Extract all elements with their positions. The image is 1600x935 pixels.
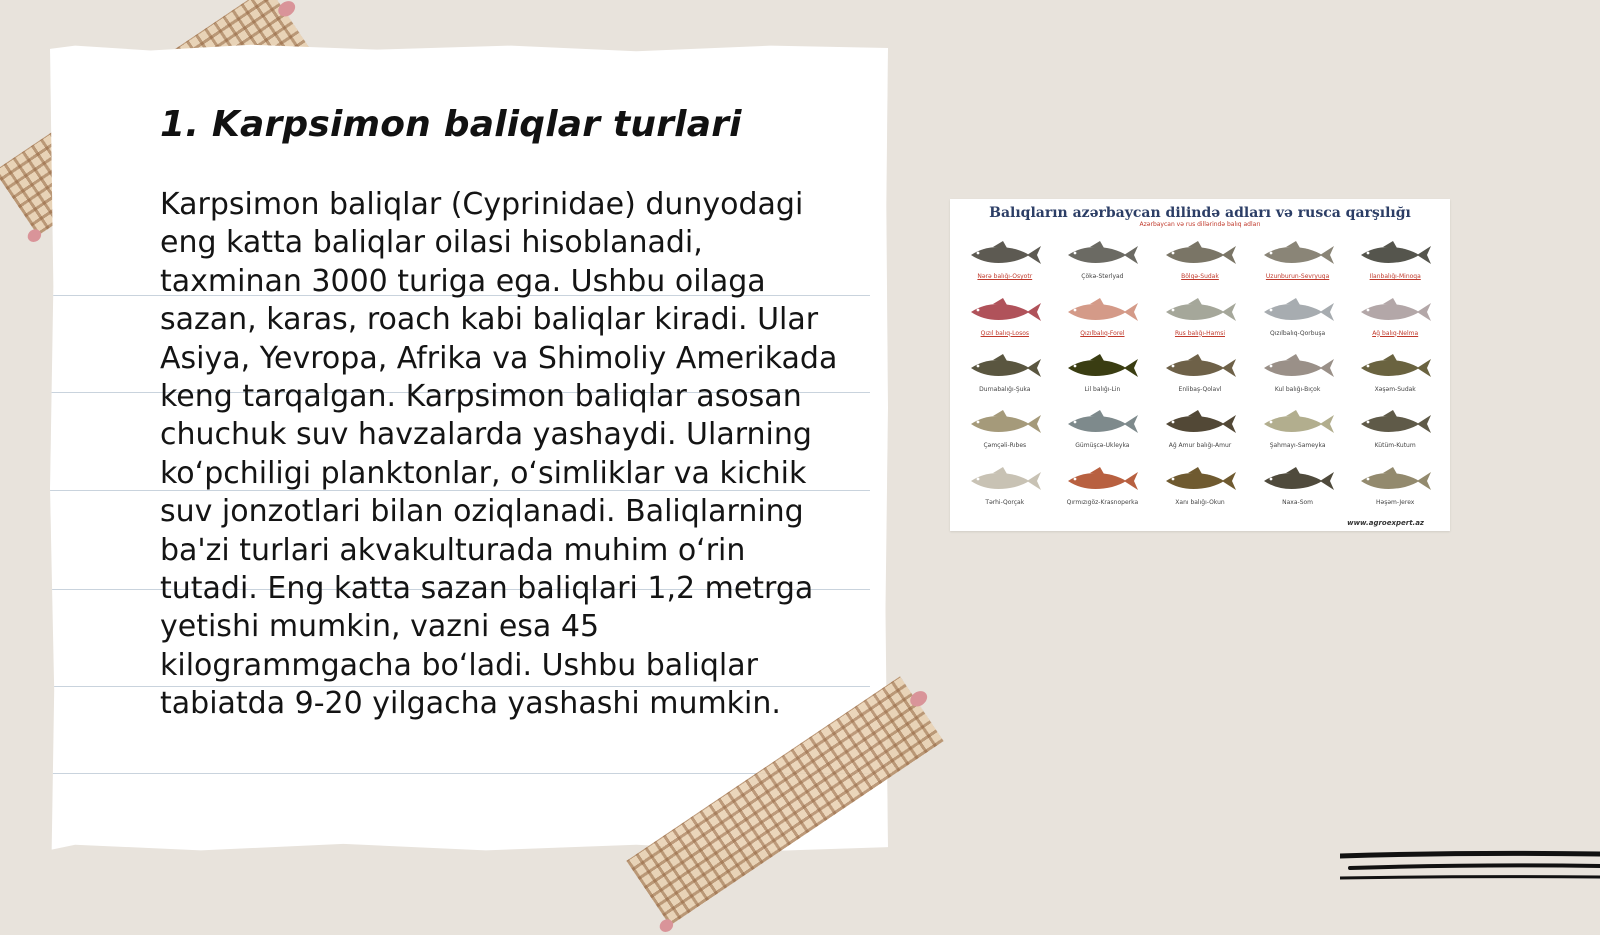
fish-icon — [1355, 351, 1435, 385]
fish-label: Kütüm-Kutum — [1374, 442, 1416, 450]
fish-icon — [965, 238, 1045, 272]
fish-label: Qırmızıgöz-Krasnoperka — [1066, 498, 1139, 506]
fish-image-title: Balıqların azərbaycan dilində adları və rusca qarşılığı — [989, 205, 1411, 221]
fish-item — [1346, 457, 1444, 513]
fish-label: Ağ Amur balığı-Amur — [1168, 442, 1232, 450]
fish-icon — [965, 464, 1045, 498]
fish-image-subtitle: Azərbaycan və rus dillərində balıq adları — [1139, 221, 1261, 228]
fish-label: Durnabalığı-Şuka — [979, 385, 1031, 393]
fish-icon — [1062, 238, 1142, 272]
fish-item — [1054, 400, 1152, 456]
fish-icon — [1160, 238, 1240, 272]
slide-body-text: Karpsimon baliqlar (Cyprinidae) dunyodagi eng katta baliqlar oilasi hisoblanadi, taxminan 3000 turiga ega. Ushbu oilaga sazan, karas, roach kabi baliqlar kiradi. Ular Asiya, Yevropa, Afrika va Shimoliy Amerikada keng tarqalgan. Karpsimon baliqlar asosan chuchuk suv havzalarda yashaydi. Ularning koʻpchiligi planktonlar, oʻsimliklar va kichik suv jonzotlari bilan oziqlanadi. Baliqlarning ba'zi turlari akvakulturada muhim oʻrin tutadi. Eng katta sazan baliqlari 1,2 metrga yetishi mumkin, vazni esa 45 kilogrammgacha boʻladi. Ushbu baliqlar tabiatda 9-20 yilgacha yashashi mumkin. — [160, 187, 838, 722]
fish-label: Çəmçəli-Rıbes — [983, 442, 1027, 450]
fish-item — [1346, 231, 1444, 287]
fish-label: Bölgə-Sudak — [1181, 273, 1219, 281]
fish-label: Nərə balığı-Osyotr — [977, 273, 1033, 281]
fish-label: Ilanbalığı-Minoqa — [1369, 273, 1421, 281]
fish-label: Çökə-Sterlyad — [1081, 273, 1124, 281]
fish-item — [1249, 457, 1347, 513]
fish-icon — [1258, 351, 1338, 385]
fish-icon — [1355, 464, 1435, 498]
fish-item — [1249, 400, 1347, 456]
fish-item — [956, 287, 1054, 343]
fish-label: Tərhi-Qorçak — [985, 498, 1025, 506]
decorative-brush-lines — [1340, 846, 1600, 890]
fish-image-site: www.agroexpert.az — [1347, 519, 1424, 527]
fish-icon — [1355, 295, 1435, 329]
fish-icon — [1258, 295, 1338, 329]
fish-grid — [956, 231, 1444, 513]
fish-item — [956, 344, 1054, 400]
fish-item — [1054, 231, 1152, 287]
fish-label: Enlibaş-Qolavl — [1178, 385, 1222, 393]
fish-icon — [965, 295, 1045, 329]
fish-icon — [965, 407, 1045, 441]
fish-icon — [1062, 464, 1142, 498]
fish-icon — [1258, 238, 1338, 272]
fish-label: Gümüşcə-Ukleyka — [1075, 442, 1130, 450]
fish-icon — [1062, 351, 1142, 385]
fish-icon — [1258, 407, 1338, 441]
fish-item — [1151, 231, 1249, 287]
fish-label: Qızıl balıq-Losos — [980, 329, 1029, 337]
fish-icon — [1062, 295, 1142, 329]
fish-item — [956, 457, 1054, 513]
fish-item — [956, 231, 1054, 287]
fish-item — [1054, 457, 1152, 513]
fish-label: Lil balığı-Lin — [1084, 385, 1121, 393]
fish-label: Rus balığı-Hamsi — [1174, 329, 1225, 337]
fish-label: Uzunburun-Sevryuqa — [1265, 273, 1330, 281]
fish-item — [1054, 344, 1152, 400]
fish-label: Həşəm-Jerex — [1376, 498, 1415, 506]
fish-label: Naxa-Som — [1282, 498, 1314, 506]
fish-icon — [1160, 407, 1240, 441]
fish-item — [1054, 287, 1152, 343]
fish-item — [1346, 400, 1444, 456]
fish-item — [1151, 457, 1249, 513]
fish-icon — [1062, 407, 1142, 441]
fish-item — [1346, 287, 1444, 343]
fish-label: Ağ balıq-Nelma — [1372, 329, 1419, 337]
fish-item — [1151, 344, 1249, 400]
fish-label: Şahmayı-Sameyka — [1269, 442, 1326, 450]
fish-label: Qızılbalıq-Forel — [1080, 329, 1125, 337]
fish-icon — [965, 351, 1045, 385]
fish-item — [1151, 400, 1249, 456]
fish-icon — [1160, 351, 1240, 385]
slide-title: 1. Karpsimon baliqlar turlari — [160, 104, 742, 145]
fish-label: Xəşəm-Sudak — [1374, 385, 1416, 393]
fish-icon — [1355, 238, 1435, 272]
fish-icon — [1258, 464, 1338, 498]
fish-label: Qızılbalıq-Qorbuşa — [1270, 329, 1326, 337]
fish-item — [1249, 344, 1347, 400]
fish-names-image — [950, 199, 1450, 531]
fish-icon — [1355, 407, 1435, 441]
fish-icon — [1160, 295, 1240, 329]
ruled-line — [50, 773, 870, 774]
fish-label: Kul balığı-Bıçok — [1274, 385, 1321, 393]
fish-item — [1151, 287, 1249, 343]
fish-item — [1346, 344, 1444, 400]
fish-label: Xanı balığı-Okun — [1175, 498, 1225, 506]
fish-item — [956, 400, 1054, 456]
fish-item — [1249, 287, 1347, 343]
fish-item — [1249, 231, 1347, 287]
fish-icon — [1160, 464, 1240, 498]
